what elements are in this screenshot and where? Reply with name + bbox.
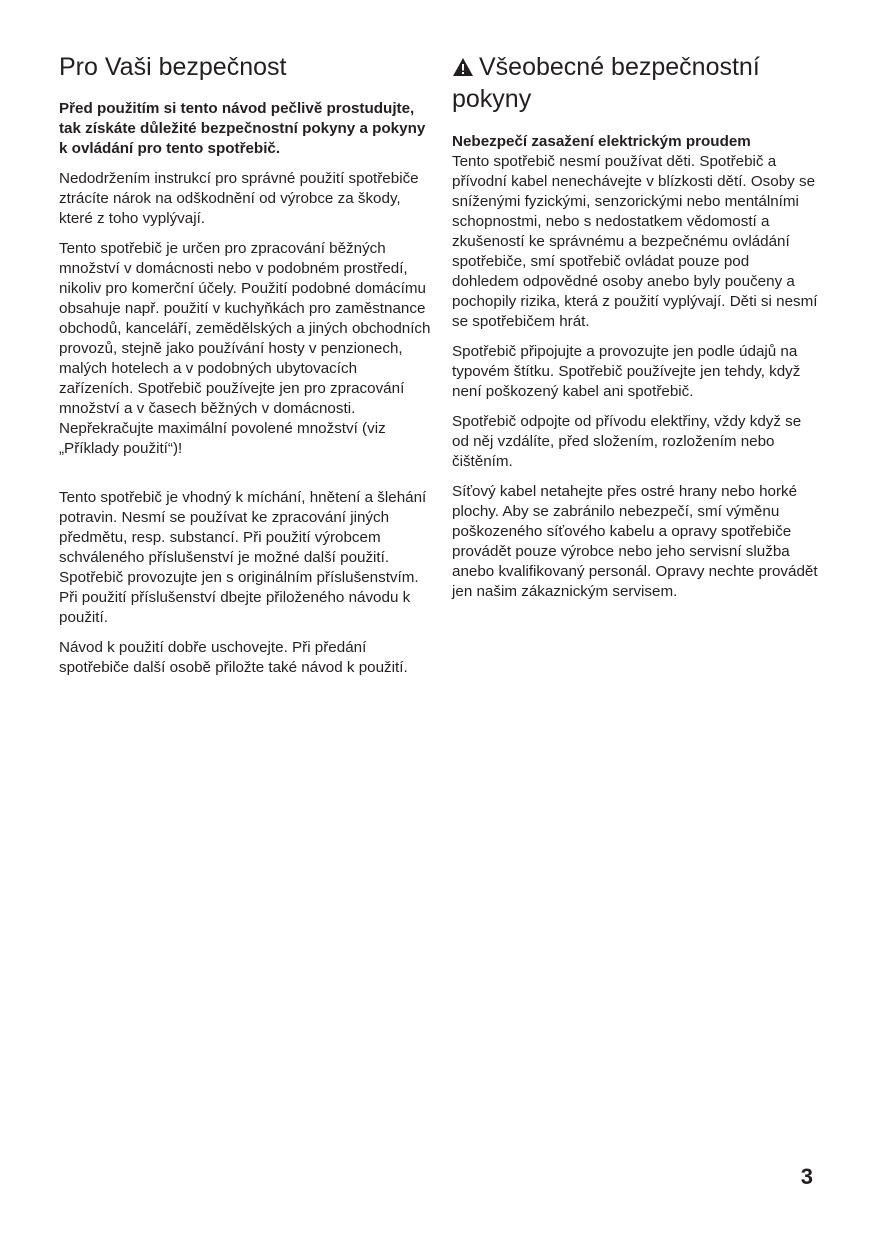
paragraph-children (452, 132, 818, 332)
paragraph-keep-manual: Návod k použití dobře uschovejte. Při předání spotřebiče další osobě přiložte také návod k použití. (59, 639, 408, 676)
section-title-general-safety (452, 52, 818, 114)
left-column (59, 52, 431, 688)
paragraph-power-cord: Síťový kabel netahejte přes ostré hrany nebo horké plochy. Aby se zabránilo nebezpečí, smí výměnu poškozeného síťového kabelu a opravy spotřebiče provádět pouze výrobce nebo jeho servisní služba anebo kvalifikovaný personál. Opravy nechte provádět jen našim zákaznickým servisem. (452, 483, 818, 600)
warning-triangle-icon (452, 54, 474, 84)
page-number: 3 (800, 1164, 813, 1189)
subheading-electric-shock: Nebezpečí zasažení elektrickým proudem (452, 133, 751, 150)
section-title-safety: Pro Vaši bezpečnost (59, 53, 287, 81)
paragraph-intended-use: Tento spotřebič je určen pro zpracování běžných množství v domácnosti nebo v podobném prostředí, nikoliv pro komerční účely. Použití podobné domácímu obsahuje např. použití v kuchyňkách pro zaměstnance obchodů, kanceláří, zemědělských a jiných obchodních provozů, stejně jako používání hosty v penzionech, malých hotelech a v podobných ubytovacích zařízeních. Spotřebič používejte jen pro zpracování množství a v časech běžných v domácnosti. Nepřekračujte maximální povolené množství (viz „Příklady použití“)! (59, 240, 431, 457)
general-safety-title-text: Všeobecné bezpečnostní pokyny (452, 53, 760, 113)
intro-paragraph: Před použitím si tento návod pečlivě prostudujte, tak získáte důležité bezpečnostní pokyny a pokyny k ovládání pro tento spotřebič. (59, 100, 426, 157)
paragraph-children-text: Tento spotřebič nesmí používat děti. Spotřebič a přívodní kabel nenechávejte v blízkosti dětí. Osoby se sníženými fyzickými, senzorickými nebo mentálními schopnostmi, nebo s nedostatkem vědomostí a zkušeností ke správnému a bezpečnému ovládání spotřebiče, smí spotřebič ovládat pouze pod dohledem odpovědné osoby anebo byly poučeny a pochopily rizika, která z použití vyplývají. Děti si nesmí se spotřebičem hrát. (452, 153, 818, 330)
paragraph-rating-plate: Spotřebič připojujte a provozujte jen podle údajů na typovém štítku. Spotřebič používejte jen tehdy, když není poškozený kabel ani spotřebič. (452, 343, 801, 400)
paragraph-liability: Nedodržením instrukcí pro správné použití spotřebiče ztrácíte nárok na odškodnění od výrobce za škody, které z toho vyplývají. (59, 170, 419, 227)
paragraph-suitable-use: Tento spotřebič je vhodný k míchání, hnětení a šlehání potravin. Nesmí se používat ke zpracování jiných předmětu, resp. substancí. Při použití výrobcem schváleného příslušenství je možné další použití. Spotřebič provozujte jen s originálním příslušenstvím. Při použití příslušenství dbejte přiloženého návodu k použití. (59, 489, 427, 626)
paragraph-disconnect: Spotřebič odpojte od přívodu elektřiny, vždy když se od něj vzdálíte, před složením, rozložením nebo čištěním. (452, 413, 802, 470)
right-column (452, 52, 818, 612)
